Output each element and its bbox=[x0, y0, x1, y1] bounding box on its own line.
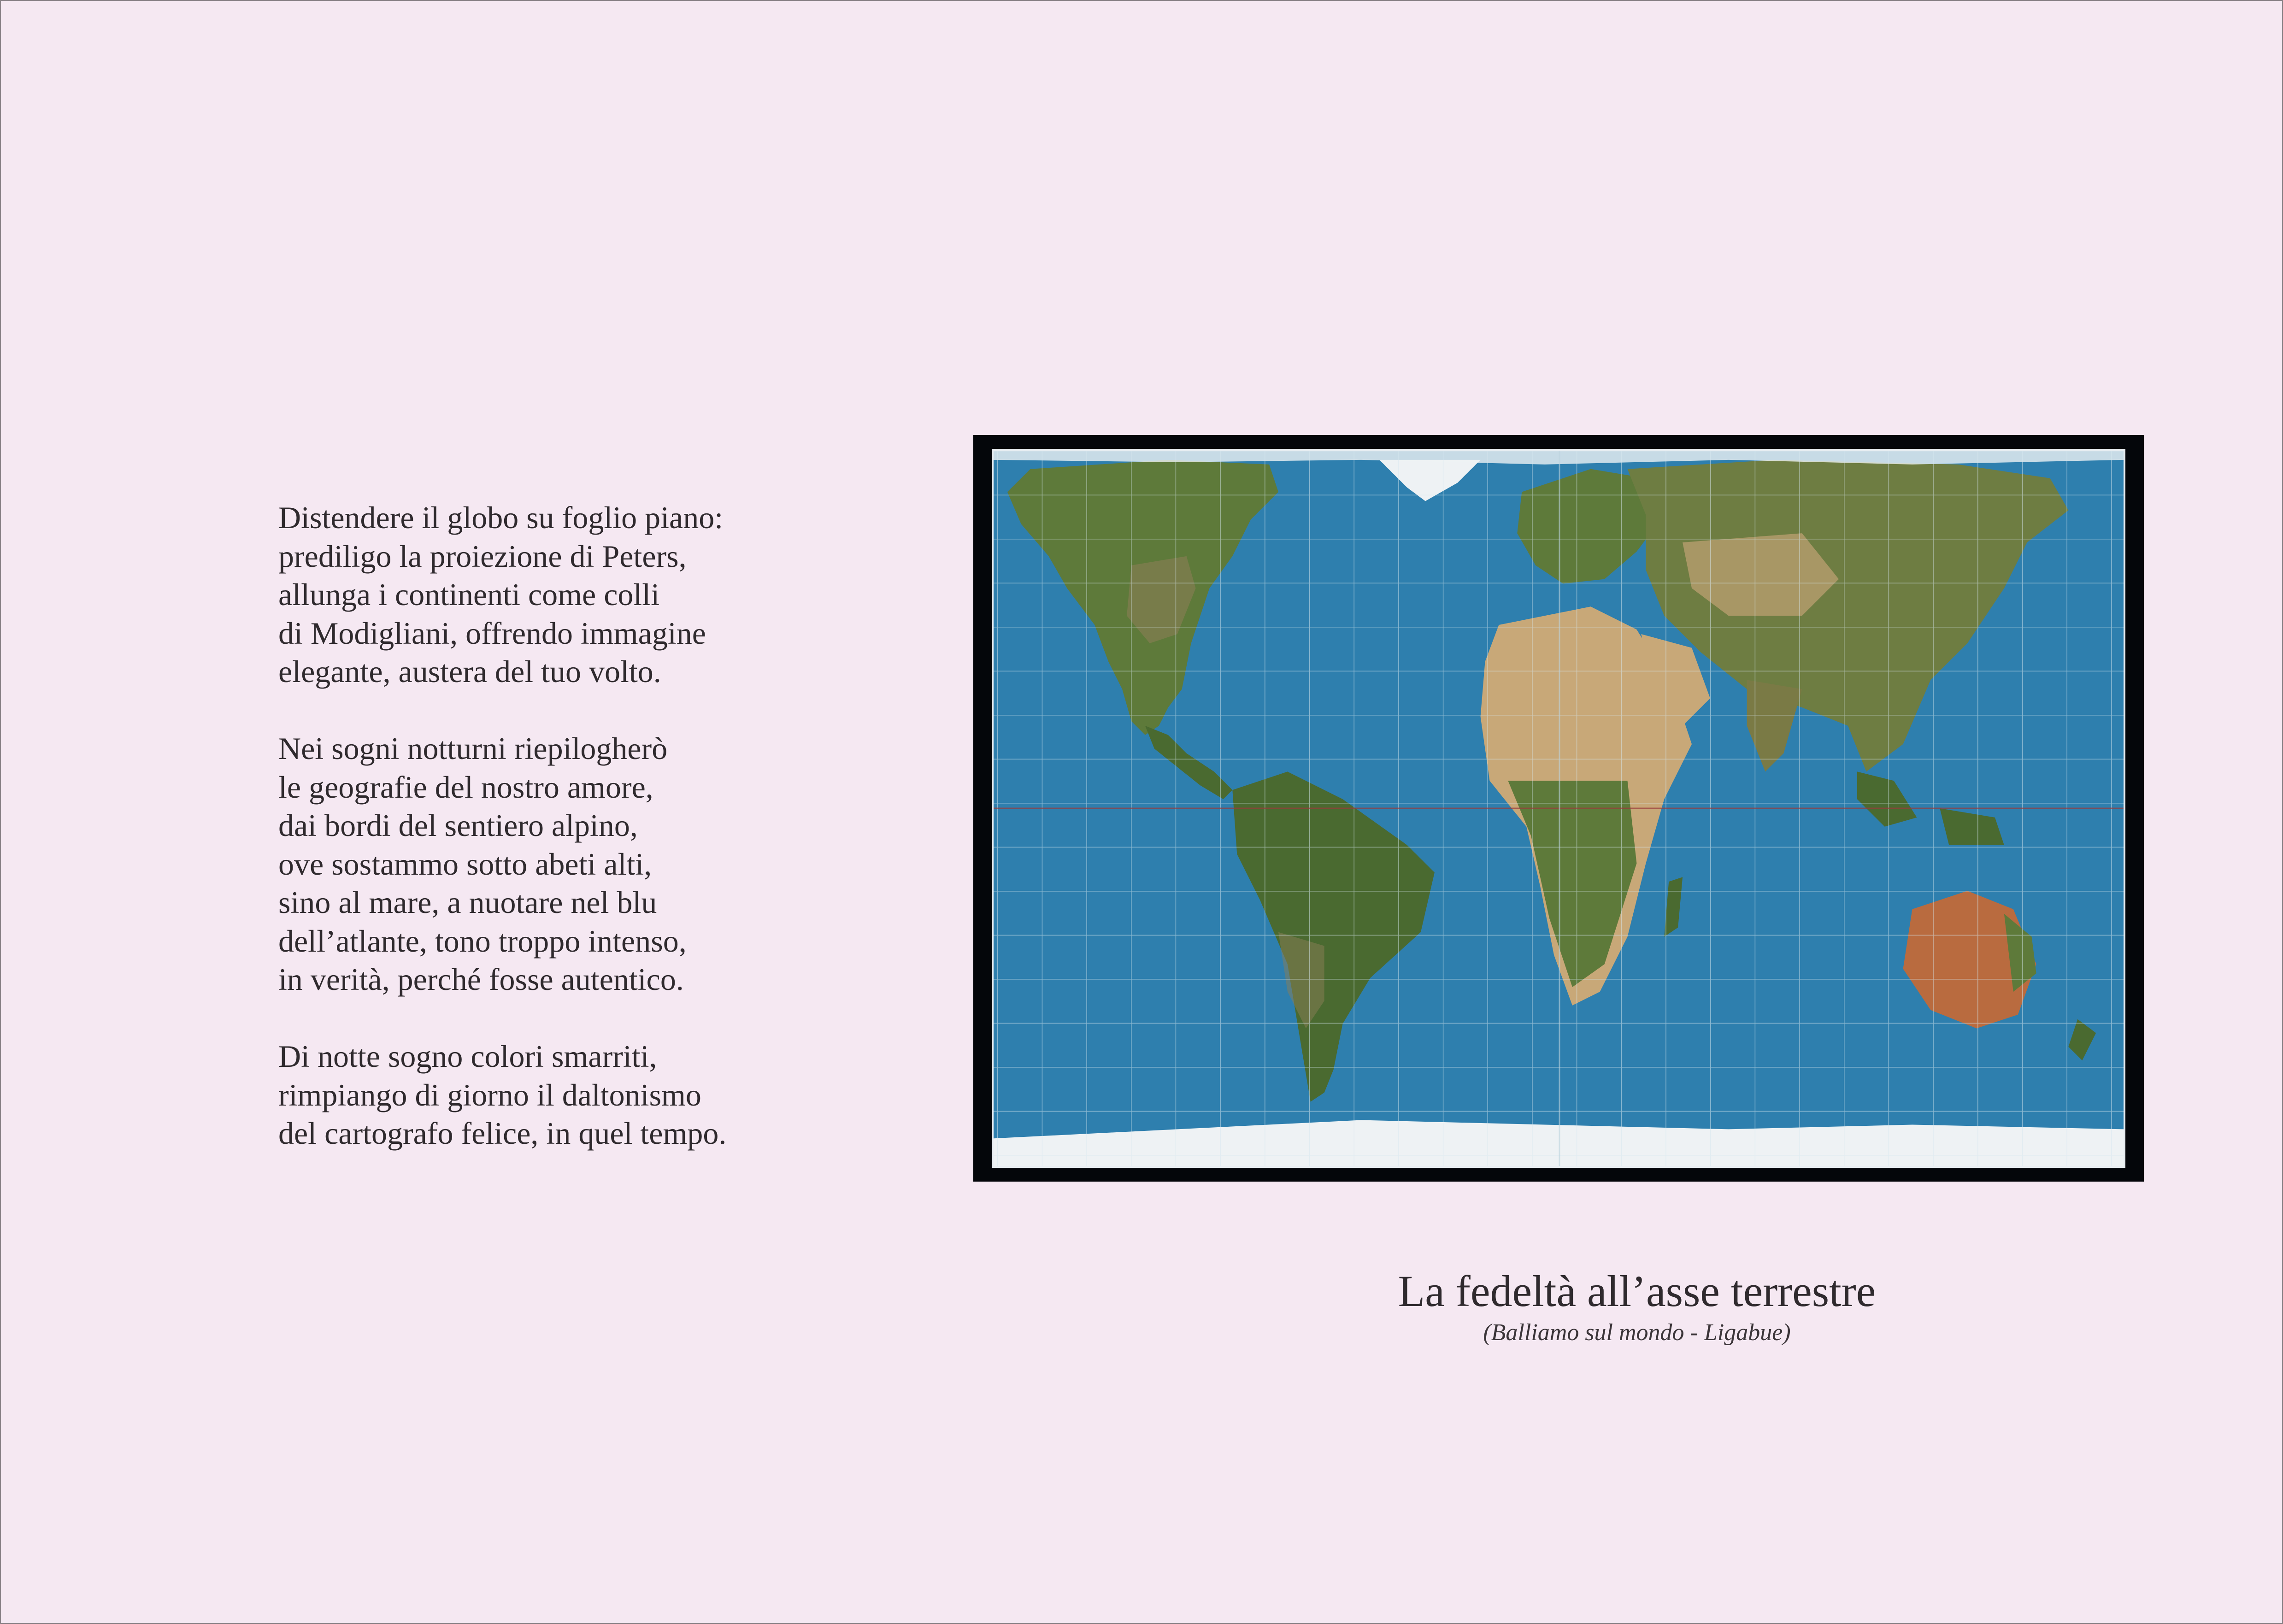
poem-line: prediligo la proiezione di Peters, bbox=[278, 538, 687, 574]
world-map-peters-icon bbox=[994, 451, 2124, 1166]
poem-line: di Modigliani, offrendo immagine bbox=[278, 615, 706, 651]
poem-line: Distendere il globo su foglio piano: bbox=[278, 500, 724, 535]
poem-line: elegante, austera del tuo volto. bbox=[278, 654, 661, 689]
poem-line: Nei sogni notturni riepilogherò bbox=[278, 731, 668, 766]
world-map-image bbox=[992, 449, 2125, 1168]
poem bbox=[278, 499, 877, 1153]
caption bbox=[1245, 1266, 2029, 1349]
poem-line: in verità, perché fosse autentico. bbox=[278, 962, 684, 997]
poem-title: La fedeltà all’asse terrestre bbox=[1398, 1266, 1876, 1316]
poem-line: allunga i continenti come colli bbox=[278, 577, 660, 612]
poem-stanza bbox=[278, 730, 877, 999]
world-map-frame bbox=[973, 435, 2144, 1182]
poem-stanza bbox=[278, 499, 877, 691]
poem-line: rimpiango di giorno il daltonismo bbox=[278, 1077, 701, 1112]
poem-line: sino al mare, a nuotare nel blu bbox=[278, 885, 657, 920]
poem-line: dell’atlante, tono troppo intenso, bbox=[278, 923, 687, 959]
poem-stanza bbox=[278, 1037, 877, 1153]
poem-subtitle: (Balliamo sul mondo - Ligabue) bbox=[1483, 1319, 1791, 1346]
poem-line: del cartografo felice, in quel tempo. bbox=[278, 1116, 727, 1151]
poem-line: le geografie del nostro amore, bbox=[278, 769, 653, 805]
poem-line: dai bordi del sentiero alpino, bbox=[278, 808, 638, 843]
poem-line: ove sostammo sotto abeti alti, bbox=[278, 846, 652, 882]
poem-line: Di notte sogno colori smarriti, bbox=[278, 1039, 657, 1074]
